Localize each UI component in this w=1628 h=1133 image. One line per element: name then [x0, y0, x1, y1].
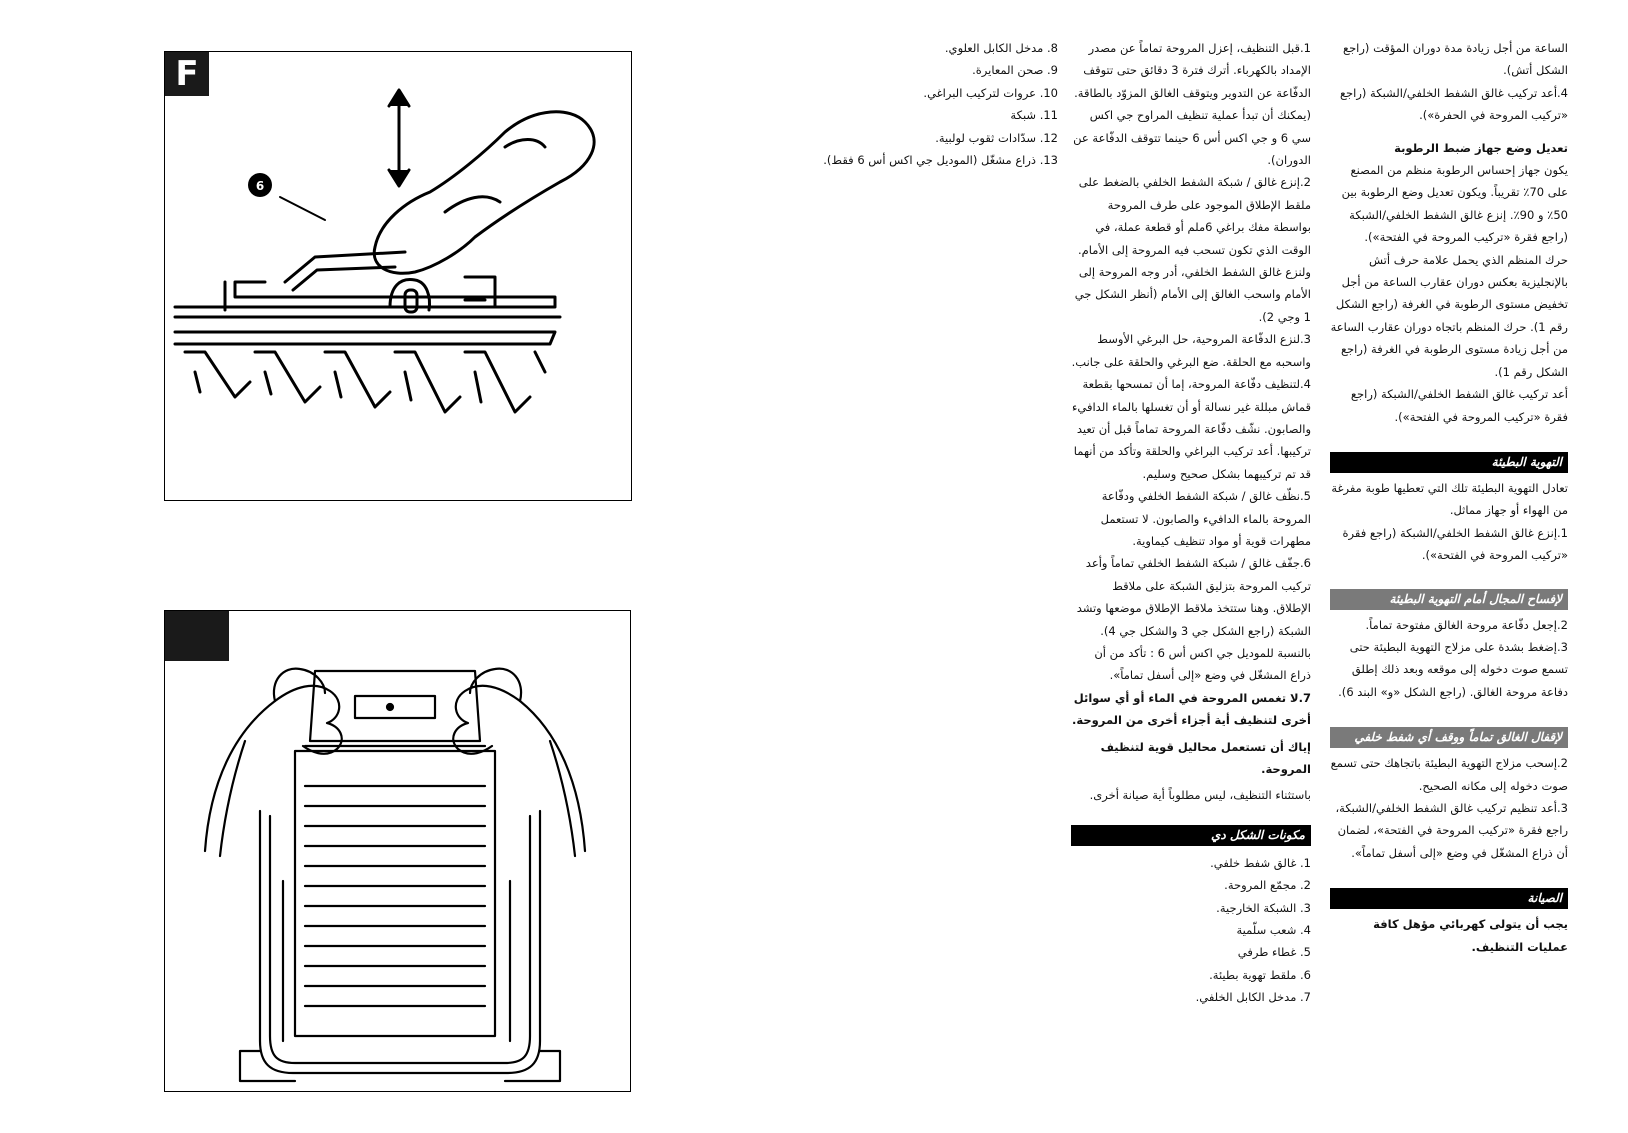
section-bar-slow-ventilation: التهوية البطيئة: [1330, 452, 1568, 473]
paragraph: يكون جهاز إحساس الرطوبة منظم من المصنع على 70٪ تقريباً. ويكون تعديل وضع الرطوبة بين 50٪ و 90٪. إنزع غالق الشفط الخلفي/الشبكة (راجع فقرة «تركيب المروحة في الفتحة»).: [1341, 163, 1568, 245]
list-item: 1. غالق شفط خلفي.: [1210, 855, 1311, 870]
list-item: 6. ملقط تهوية بطيئة.: [1209, 967, 1311, 982]
section-bar-components: مكونات الشكل دي: [1071, 825, 1311, 846]
figure-f: [164, 51, 632, 501]
list-item: 7. مدخل الكابل الخلفي.: [1195, 990, 1311, 1005]
list-item: 12. سدّادات ثقوب لولبية.: [935, 130, 1058, 145]
components-list-continued: [820, 37, 1058, 171]
paragraph: 3.أعد تنظيم تركيب غالق الشفط الخلفي/الشبكة، راجع فقرة «تركيب المروحة في الفتحة»، لضمان أن ذراع المشغّل في وضع «إلى أسفل تماماً».: [1335, 800, 1568, 860]
cleaning-steps-column: [1071, 37, 1311, 1009]
list-item: 2.إنزع غالق / شبكة الشفط الخلفي بالضغط على ملقط الإطلاق الموجود على طرف المروحة بواسطة مفك براغي 6ملم أو قطعة عملة، في الوقت الذي تكون تسحب فيه المروحة إلى الأمام. ولنزع غالق الشفط الخلفي، أدر وجه المروحة إلى الأمام واسحب الغالق إلى الأمام (أنظر الشكل جي 1 وجي 2).: [1074, 175, 1311, 324]
figure-label: F: [165, 52, 209, 96]
section-bar-close-shutter: لإقفال الغالق تماماً ووقف أي شفط خلفي: [1330, 727, 1568, 748]
list-item: 4. شعب سلّمية: [1236, 923, 1311, 938]
figure-bottom: [164, 610, 631, 1092]
list-item: 2. مجمّع المروحة.: [1224, 878, 1311, 893]
note-text: باستثناء التنظيف، ليس مطلوباً أية صيانة أخرى.: [1089, 788, 1311, 803]
list-item: 5. غطاء طرفي: [1237, 945, 1311, 960]
humidity-heading: تعديل وضع جهاز ضبط الرطوبة: [1394, 140, 1568, 155]
section-bar-maintenance: الصيانة: [1330, 888, 1568, 909]
paragraph: 4.أعد تركيب غالق الشفط الخلفي/الشبكة (راجع «تركيب المروحة في الحفرة»).: [1339, 85, 1568, 123]
list-item: 4.لتنظيف دفّاعة المروحة، إما أن تمسحها بقطعة قماش مبللة غير نسالة أو أن تغسلها بالماء الدافيء والصابون. نشّف دفّاعة المروحة تماماً قبل أن تعيد تركيبها. أعد تركيب البراغي والحلقة وتأكد من أنهما قد تم تركيبهما بشكل صحيح وسليم.: [1071, 377, 1311, 481]
fan-fingerprint-illustration: [165, 52, 631, 500]
settings-column: [1330, 37, 1568, 958]
list-item: 6.جفّف غالق / شبكة الشفط الخلفي تماماً وأعد تركيب المروحة بتزليق الشبكة على ملاقط الإطلاق. وهنا ستتخذ ملاقط الإطلاق موضعها وتشد الشبكة (راجع الشكل جي 3 والشكل جي 4). بالنسبة للموديل جي اكس أس 6 : تأكد من أن ذراع المشغّل في وضع «إلى أسفل تماماً».: [1076, 556, 1311, 683]
list-item: 9. صحن المعايرة.: [972, 63, 1058, 78]
list-item: 3.لنزع الدفّاعة المروحية، حل البرغي الأوسط واسحبه مع الحلقة. ضع البرغي والحلقة على جانب.: [1071, 332, 1311, 369]
paragraph: حرك المنظم الذي يحمل علامة حرف أتش بالإنجليزية بعكس دوران عقارب الساعة من أجل تخفيض مستوى الرطوبة في الغرفة (راجع الشكل رقم 1). حرك المنظم باتجاه دوران عقارب الساعة من أجل زيادة مستوى الرطوبة في الغرفة (راجع الشكل رقم 1).: [1330, 252, 1568, 379]
fan-grille-hands-illustration: [165, 611, 630, 1091]
callout-number: 6: [255, 179, 265, 193]
section-bar-enable-slow-ventilation: لإفساح المجال أمام التهوية البطيئة: [1330, 589, 1568, 610]
paragraph: 2.إجعل دفّاعة مروحة الغالق مفتوحة تماماً.: [1365, 617, 1568, 632]
paragraph: 3.إضغط بشدة على مزلاج التهوية البطيئة حتى تسمع صوت دخوله إلى موقعه وبعد ذلك إطلق دفاعة مروحة الغالق. (راجع الشكل «و» البند 6).: [1338, 639, 1568, 699]
paragraph: 2.إسحب مزلاج التهوية البطيئة باتجاهك حتى تسمع صوت دخوله إلى مكانه الصحيح.: [1330, 756, 1568, 793]
list-item: 10. عروات لتركيب البراغي.: [923, 85, 1058, 100]
list-item: 8. مدخل الكابل العلوي.: [944, 41, 1058, 55]
paragraph: تعادل التهوية البطيئة تلك التي تعطيها طوبة مفرغة من الهواء أو جهاز مماثل.: [1331, 480, 1568, 518]
paragraph: أعد تركيب غالق الشفط الخلفي/الشبكة (راجع فقرة «تركيب المروحة في الفتحة»).: [1350, 387, 1568, 424]
paragraph: 1.إنزع غالق الشفط الخلفي/الشبكة (راجع فقرة «تركيب المروحة في الفتحة»).: [1342, 525, 1568, 563]
list-item: 13. ذراع مشغّل (الموديل جي اكس أس 6 فقط).: [823, 153, 1058, 168]
paragraph-bold: يجب أن يتولى كهربائي مؤهل كافة عمليات التنظيف.: [1373, 917, 1568, 954]
list-item-warning: 7.لا تغمس المروحة في الماء أو أي سوائل أخرى لتنظيف أية أجزاء أخرى من المروحة.: [1072, 690, 1311, 728]
list-item: 1.قبل التنظيف، إعزل المروحة تماماً عن مصدر الإمداد بالكهرباء. أترك فترة 3 دقائق حتى تتوقف الدفّاعة عن التدوير ويتوقف الغالق المزوّد بالطاقة. (يمكنك أن تبدأ عملية تنظيف المراوح جي اكس سي 6 و جي اكس أس 6 حينما تتوقف الدفّاعة عن الدوران).: [1073, 41, 1311, 168]
warning-text: إياك أن تستعمل محاليل قوية لتنظيف المروحة.: [1100, 739, 1311, 776]
paragraph: الساعة من أجل زيادة مدة دوران المؤقت (راجع الشكل أتش).: [1342, 41, 1568, 78]
list-item: 11. شبكة: [1010, 108, 1058, 123]
list-item: 3. الشبكة الخارجية.: [1216, 900, 1311, 915]
list-item: 5.نظّف غالق / شبكة الشفط الخلفي ودفّاعة المروحة بالماء الدافيء والصابون. لا تستعمل مطهرات قوية أو مواد تنظيف كيماوية.: [1100, 489, 1311, 548]
